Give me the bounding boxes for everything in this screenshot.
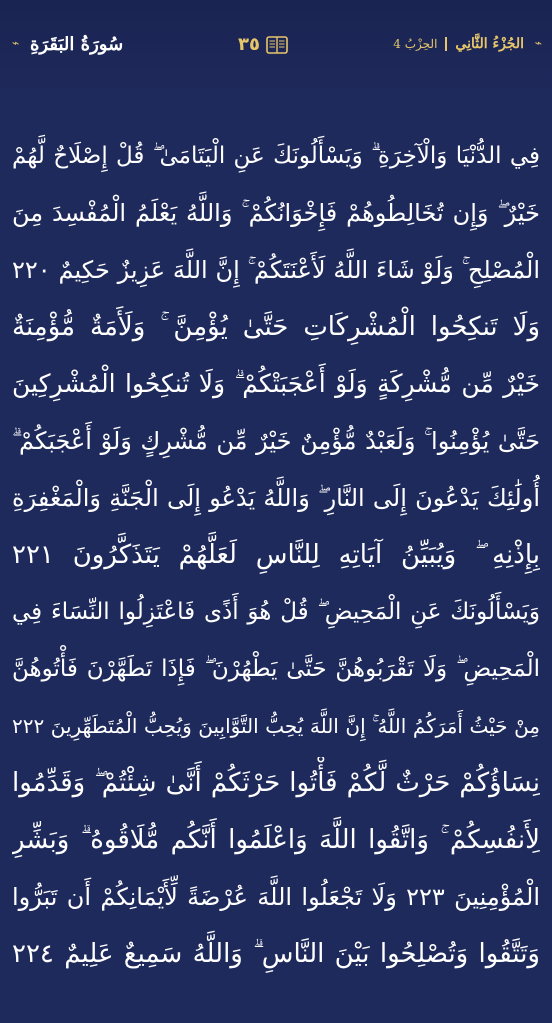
text-line[interactable]: لِأَنفُسِكُمْ ۚ وَاتَّقُوا اللَّهَ وَاعْلَمُوا أَنَّكُم مُّلَاقُوهُ ۗ وَبَشِّرِ xyxy=(12,825,540,855)
corner-ornament-right: ⌁ xyxy=(534,36,542,50)
text-line[interactable]: مِنْ حَيْثُ أَمَرَكُمُ اللَّهُ ۚ إِنَّ اللَّهَ يُحِبُّ التَّوَّابِينَ وَيُحِبُّ الْمُتَطَهِّرِينَ ٢٢٢ xyxy=(12,714,540,738)
page-indicator[interactable] xyxy=(238,34,288,55)
page-header xyxy=(0,0,552,100)
hizb-label: الحِزْبُ 4 xyxy=(393,37,438,51)
text-line[interactable]: أُولَٰئِكَ يَدْعُونَ إِلَى النَّارِ ۖ وَاللَّهُ يَدْعُو إِلَى الْجَنَّةِ وَالْمَغْفِرَةِ xyxy=(12,484,540,512)
text-line[interactable]: فِي الدُّنْيَا وَالْآخِرَةِ ۗ وَيَسْأَلُونَكَ عَنِ الْيَتَامَىٰ ۖ قُلْ إِصْلَاحٌ لَّهُمْ xyxy=(12,143,540,169)
divider xyxy=(445,37,447,51)
corner-ornament-left: ⌁ xyxy=(12,36,20,50)
text-line[interactable]: وَيَسْأَلُونَكَ عَنِ الْمَحِيضِ ۖ قُلْ هُوَ أَذًى فَاعْتَزِلُوا النِّسَاءَ فِي xyxy=(12,599,540,625)
text-line[interactable]: خَيْرٌ ۖ وَإِن تُخَالِطُوهُمْ فَإِخْوَانُكُمْ ۚ وَاللَّهُ يَعْلَمُ الْمُفْسِدَ مِنَ xyxy=(12,199,540,227)
page-number: ٣٥ xyxy=(238,34,260,55)
text-line[interactable]: وَتَتَّقُوا وَتُصْلِحُوا بَيْنَ النَّاسِ ۗ وَاللَّهُ سَمِيعٌ عَلِيمٌ ٢٢٤ xyxy=(12,939,540,969)
text-line[interactable]: خَيْرٌ مِّن مُّشْرِكَةٍ وَلَوْ أَعْجَبَتْكُمْ ۗ وَلَا تُنكِحُوا الْمُشْرِكِينَ xyxy=(12,369,540,398)
juz-label: الجُزْءُ الثَّانِي xyxy=(455,36,524,52)
text-line[interactable]: الْمَحِيضِ ۖ وَلَا تَقْرَبُوهُنَّ حَتَّىٰ يَطْهُرْنَ ۖ فَإِذَا تَطَهَّرْنَ فَأْتُوهُنَّ xyxy=(12,656,540,682)
text-line[interactable]: بِإِذْنِهِ ۖ وَيُبَيِّنُ آيَاتِهِ لِلنَّاسِ لَعَلَّهُمْ يَتَذَكَّرُونَ ٢٢١ xyxy=(12,540,540,570)
quran-page-text xyxy=(12,130,540,990)
juz-hizb-indicator[interactable] xyxy=(393,36,524,52)
text-line[interactable]: الْمُصْلِحِ ۚ وَلَوْ شَاءَ اللَّهُ لَأَعْنَتَكُمْ ۚ إِنَّ اللَّهَ عَزِيزٌ حَكِيمٌ ٢٢٠ xyxy=(12,256,540,284)
text-line[interactable]: حَتَّىٰ يُؤْمِنُوا ۚ وَلَعَبْدٌ مُّؤْمِنٌ خَيْرٌ مِّن مُّشْرِكٍ وَلَوْ أَعْجَبَكُمْ ۗ xyxy=(12,427,540,455)
text-line[interactable]: نِسَاؤُكُمْ حَرْثٌ لَّكُمْ فَأْتُوا حَرْثَكُمْ أَنَّىٰ شِئْتُمْ ۖ وَقَدِّمُوا xyxy=(12,768,540,798)
text-line[interactable]: وَلَا تَنكِحُوا الْمُشْرِكَاتِ حَتَّىٰ يُؤْمِنَّ ۚ وَلَأَمَةٌ مُّؤْمِنَةٌ xyxy=(12,312,540,342)
bottom-fade xyxy=(0,999,552,1023)
book-icon xyxy=(266,36,288,54)
surah-name[interactable]: سُورَةُ البَقَرَةِ xyxy=(30,34,124,55)
text-line[interactable]: الْمُؤْمِنِينَ ٢٢٣ وَلَا تَجْعَلُوا اللَّهَ عُرْضَةً لِّأَيْمَانِكُمْ أَن تَبَرُّوا xyxy=(12,883,540,911)
